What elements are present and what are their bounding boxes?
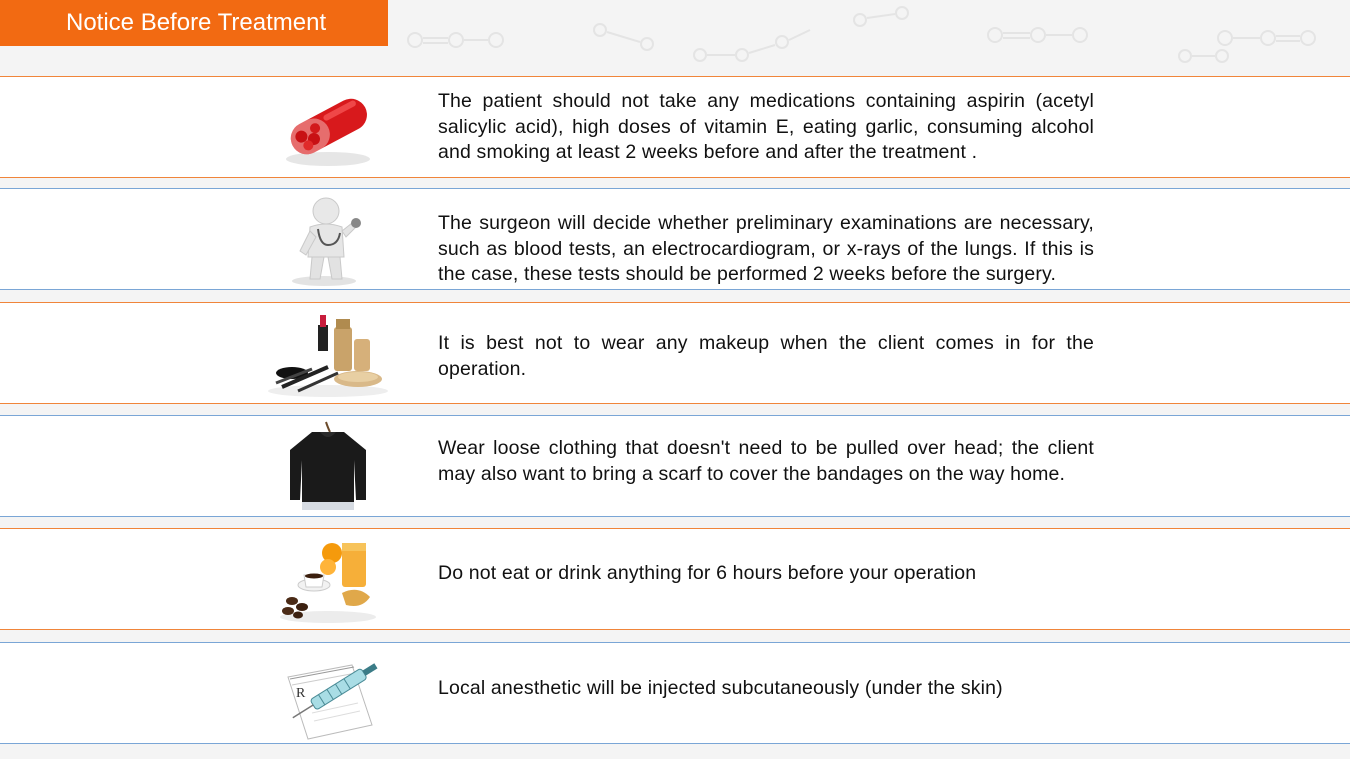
makeup-cosmetics-icon <box>262 307 394 401</box>
list-item <box>0 415 1350 517</box>
item-text: Local anesthetic will be injected subcutaneously (under the skin) <box>438 677 1003 699</box>
list-item <box>0 642 1350 744</box>
red-capsule-icon <box>262 81 394 175</box>
item-text: Wear loose clothing that doesn't need to be pulled over head; the client may also want to bring a scarf to cover the bandages on the way home. <box>438 437 1094 485</box>
list-item <box>0 188 1350 290</box>
list-item <box>0 528 1350 630</box>
list-item <box>0 76 1350 178</box>
list-item <box>0 302 1350 404</box>
item-text: The patient should not take any medications containing aspirin (acetyl salicylic acid), high doses of vitamin E, eating garlic, consuming alcohol and smoking at least 2 weeks before and after the treatment . <box>438 90 1094 163</box>
item-text: The surgeon will decide whether preliminary examinations are necessary, such as blood tests, an electrocardiogram, or x-rays of the lungs. If this is the case, these tests should be performed 2 weeks before the surgery. <box>438 212 1094 285</box>
food-drink-icon <box>262 533 394 627</box>
loose-shirt-icon <box>262 420 394 514</box>
prescription-syringe-icon <box>262 647 394 741</box>
doctor-figure-stethoscope-icon <box>262 193 394 287</box>
svg-text:R: R <box>296 686 306 701</box>
item-text: It is best not to wear any makeup when the client comes in for the operation. <box>438 332 1094 380</box>
page-title: Notice Before Treatment <box>0 0 388 46</box>
item-text: Do not eat or drink anything for 6 hours before your operation <box>438 562 977 584</box>
